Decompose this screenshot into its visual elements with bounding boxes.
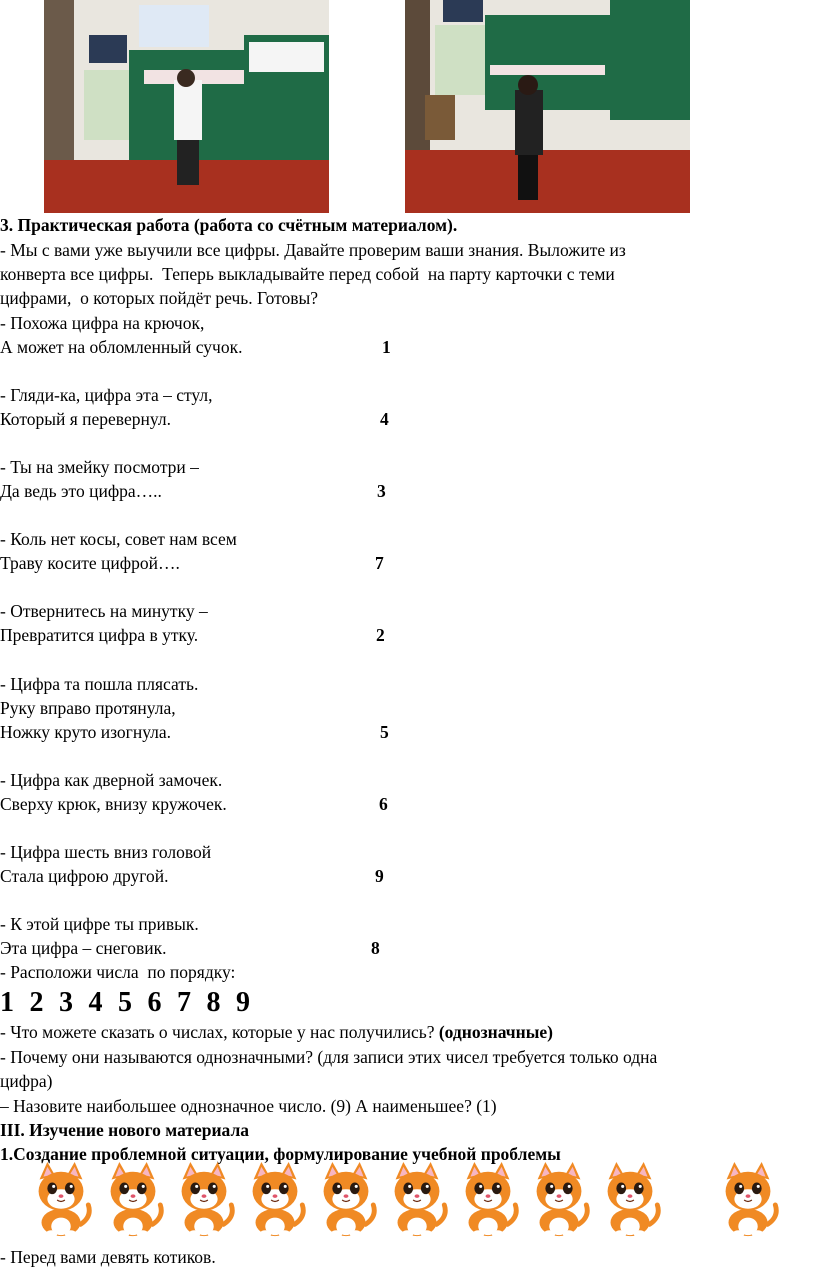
riddle-line: - Цифра как дверной замочек. [0,770,223,790]
section-heading: III. Изучение нового материала [0,1120,250,1140]
cat-icon [454,1162,522,1240]
riddle-answer: 2 [376,625,385,645]
riddle-answer: 5 [380,722,389,742]
riddle-line: - Ты на змейку посмотри – [0,457,199,477]
riddle-answer: 8 [371,938,380,958]
riddle-answer: 3 [377,481,386,501]
riddle-line: Который я перевернул. [0,409,171,429]
question-text: - Что можете сказать о числах, которые у нас получились? [0,1022,439,1042]
question-line [0,1020,553,1044]
cat-icon [714,1162,782,1240]
riddle-answer: 6 [379,794,388,814]
riddle-line: - Цифра шесть вниз головой [0,842,212,862]
section-heading: 3. Практическая работа (работа со счётным материалом). [0,215,458,235]
riddle-line: Руку вправо протянула, [0,698,176,718]
cat-icon [596,1162,664,1240]
cat-icon [525,1162,593,1240]
cats-row [0,1162,816,1242]
riddle-line: - Отвернитесь на минутку – [0,601,208,621]
riddle-answer: 9 [375,866,384,886]
riddle-line: - Похожа цифра на крючок, [0,313,205,333]
riddle-line: Траву косите цифрой…. [0,553,180,573]
riddle-line: - К этой цифре ты привык. [0,914,199,934]
cat-icon [27,1162,95,1240]
intro-line: цифрами, о которых пойдёт речь. Готовы? [0,288,319,308]
riddle-line: А может на обломленный сучок. [0,337,243,357]
riddle-answer: 4 [380,409,389,429]
riddle-line: - Гляди-ка, цифра эта – стул, [0,385,213,405]
cat-icon [241,1162,309,1240]
question-line: цифра) [0,1071,53,1091]
riddle-answer: 1 [382,337,391,357]
riddle-line: Да ведь это цифра….. [0,481,162,501]
cat-icon [383,1162,451,1240]
question-line: - Почему они называются однозначными? (для записи этих чисел требуется только одна [0,1047,658,1067]
classroom-photo-right [405,0,690,213]
cat-icon [170,1162,238,1240]
cat-icon [312,1162,380,1240]
riddle-line: - Цифра та пошла плясать. [0,674,199,694]
riddle-answer: 7 [375,553,384,573]
question-line: – Назовите наибольшее однозначное число. (9) А наименьшее? (1) [0,1096,497,1116]
riddle-line: Превратится цифра в утку. [0,625,199,645]
riddle-line: Сверху крюк, внизу кружочек. [0,794,227,814]
intro-line: - Мы с вами уже выучили все цифры. Давайте проверим ваши знания. Выложите из [0,240,626,260]
ordered-digits: 1 2 3 4 5 6 7 8 9 [0,987,251,1018]
riddle-line: Ножку круто изогнула. [0,722,172,742]
riddle-line: Стала цифрою другой. [0,866,169,886]
intro-line: конверта все цифры. Теперь выкладывайте перед собой на парту карточки с теми [0,264,615,284]
question-answer: (однозначные) [438,1022,553,1042]
final-line: - Перед вами девять котиков. [0,1247,216,1267]
classroom-photo-left [44,0,329,213]
order-prompt: - Расположи числа по порядку: [0,962,236,982]
riddle-line: - Коль нет косы, совет нам всем [0,529,237,549]
riddle-line: Эта цифра – снеговик. [0,938,167,958]
subsection-heading: 1.Создание проблемной ситуации, формулирование учебной проблемы [0,1144,561,1164]
cat-icon [99,1162,167,1240]
